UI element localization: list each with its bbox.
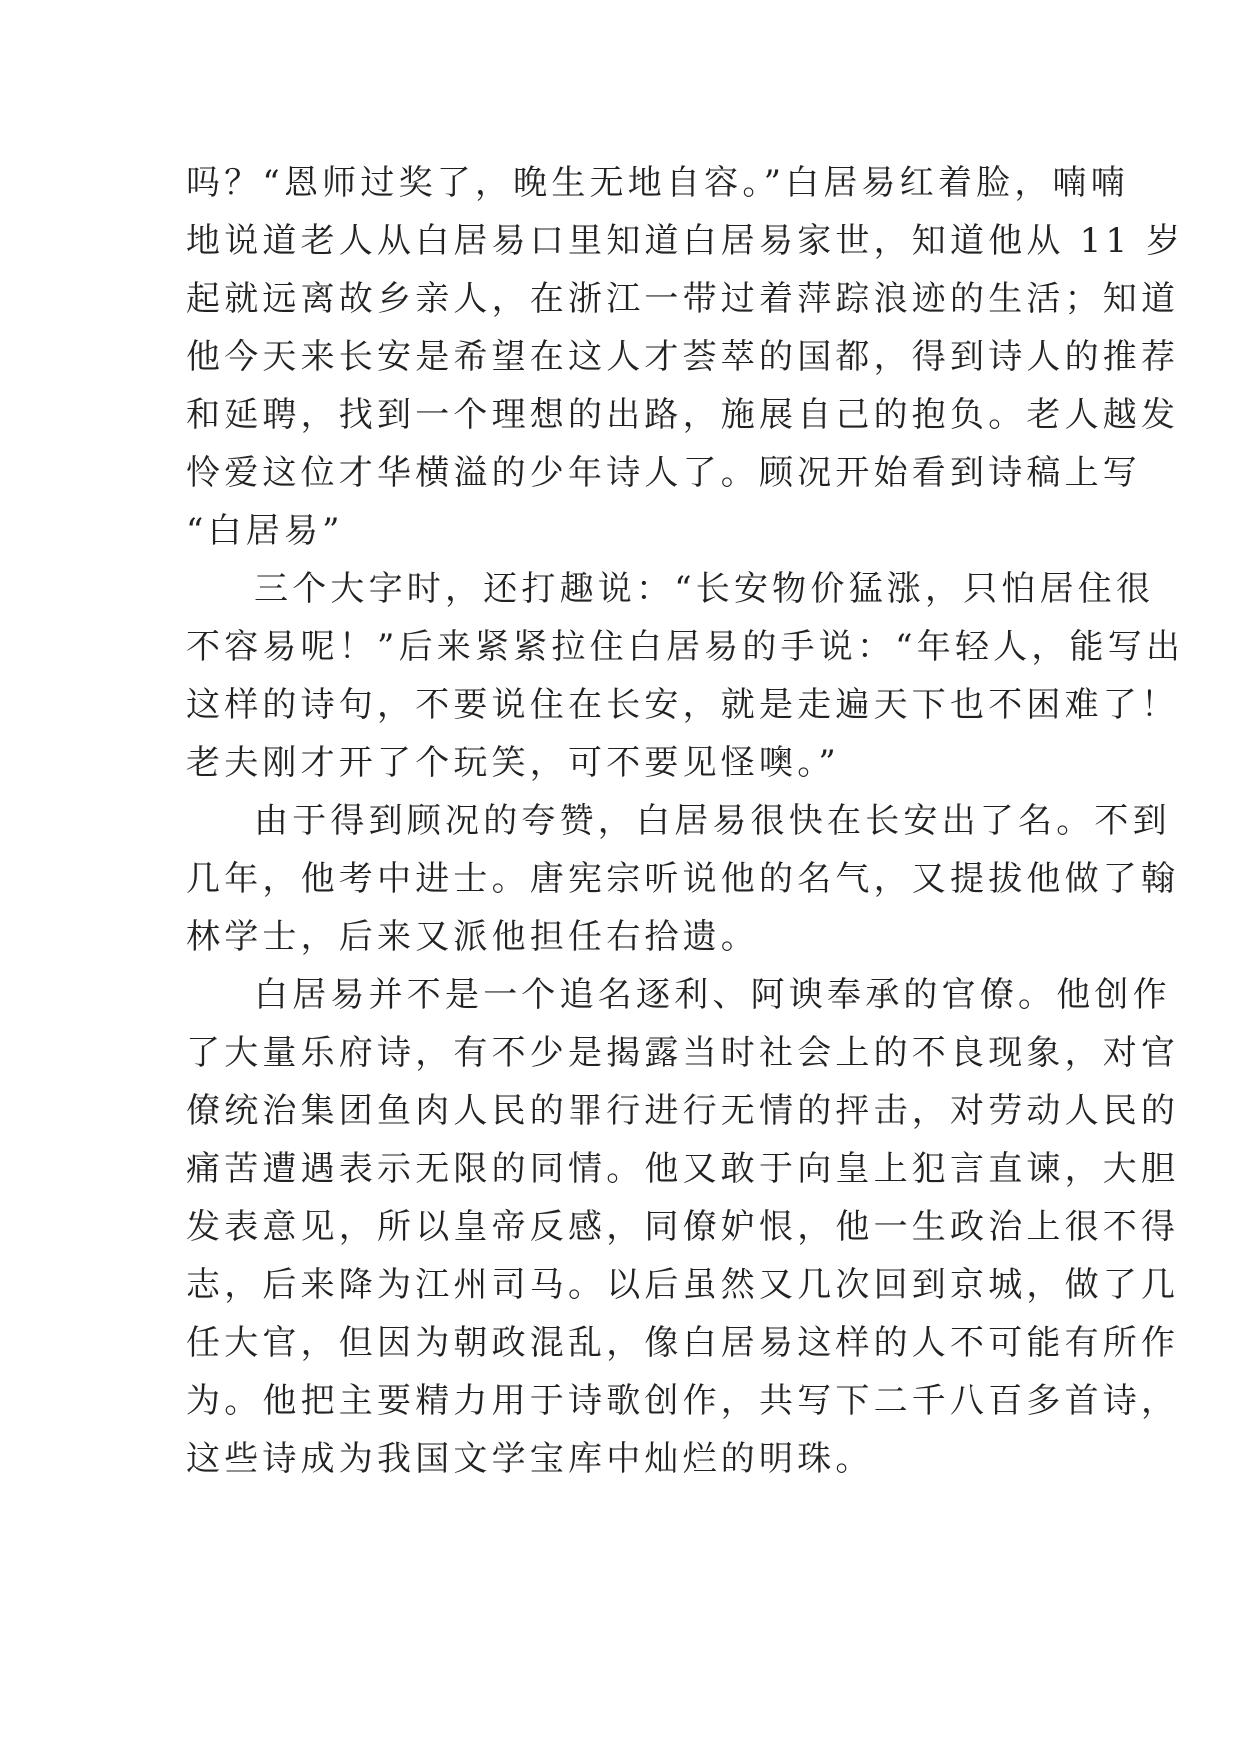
text-line: 不容易呢！”后来紧紧拉住白居易的手说：“年轻人，能写出 [186, 627, 1185, 667]
text-line: 老夫刚才开了个玩笑，可不要见怪噢。” [186, 743, 840, 783]
text-line: 为。他把主要精力用于诗歌创作，共写下二千八百多首诗， [186, 1381, 1180, 1421]
paragraph-start-line: 白居易并不是一个追名逐利、阿谀奉承的官僚。他创作 [254, 975, 1171, 1015]
text-line: 僚统治集团鱼肉人民的罪行进行无情的抨击，对劳动人民的 [186, 1091, 1180, 1131]
text-line: 任大官，但因为朝政混乱，像白居易这样的人不可能有所作 [186, 1323, 1180, 1363]
text-line: 志，后来降为江州司马。以后虽然又几次回到京城，做了几 [186, 1265, 1180, 1305]
paragraph-start-line: 三个大字时，还打趣说：“长安物价猛涨，只怕居住很 [254, 569, 1155, 609]
text-line: 他今天来长安是希望在这人才荟萃的国都，得到诗人的推荐 [186, 337, 1180, 377]
paragraph-start-line: 由于得到顾况的夸赞，白居易很快在长安出了名。不到 [254, 801, 1171, 841]
text-line: 痛苦遭遇表示无限的同情。他又敢于向皇上犯言直谏，大胆 [186, 1149, 1180, 1189]
body-text [186, 154, 1185, 1488]
text-line: 和延聘，找到一个理想的出路，施展自己的抱负。老人越发 [186, 395, 1180, 435]
text-line: 地说道老人从白居易口里知道白居易家世，知道他从 11 岁 [186, 221, 1185, 261]
text-line: “白居易” [186, 511, 344, 551]
text-line: 这些诗成为我国文学宝库中灿烂的明珠。 [186, 1439, 874, 1479]
text-line: 了大量乐府诗，有不少是揭露当时社会上的不良现象，对官 [186, 1033, 1180, 1073]
text-line: 起就远离故乡亲人，在浙江一带过着萍踪浪迹的生活；知道 [186, 279, 1180, 319]
text-line: 几年，他考中进士。唐宪宗听说他的名气，又提拔他做了翰 [186, 859, 1180, 899]
text-line: 林学士，后来又派他担任右拾遗。 [186, 917, 759, 957]
text-line: 发表意见，所以皇帝反感，同僚妒恨，他一生政治上很不得 [186, 1207, 1180, 1247]
text-line: 怜爱这位才华横溢的少年诗人了。顾况开始看到诗稿上写 [186, 453, 1141, 493]
text-line: 吗？“恩师过奖了，晚生无地自容。”白居易红着脸，喃喃 [186, 163, 1129, 203]
text-line: 这样的诗句，不要说住在长安，就是走遍天下也不困难了！ [186, 685, 1180, 725]
